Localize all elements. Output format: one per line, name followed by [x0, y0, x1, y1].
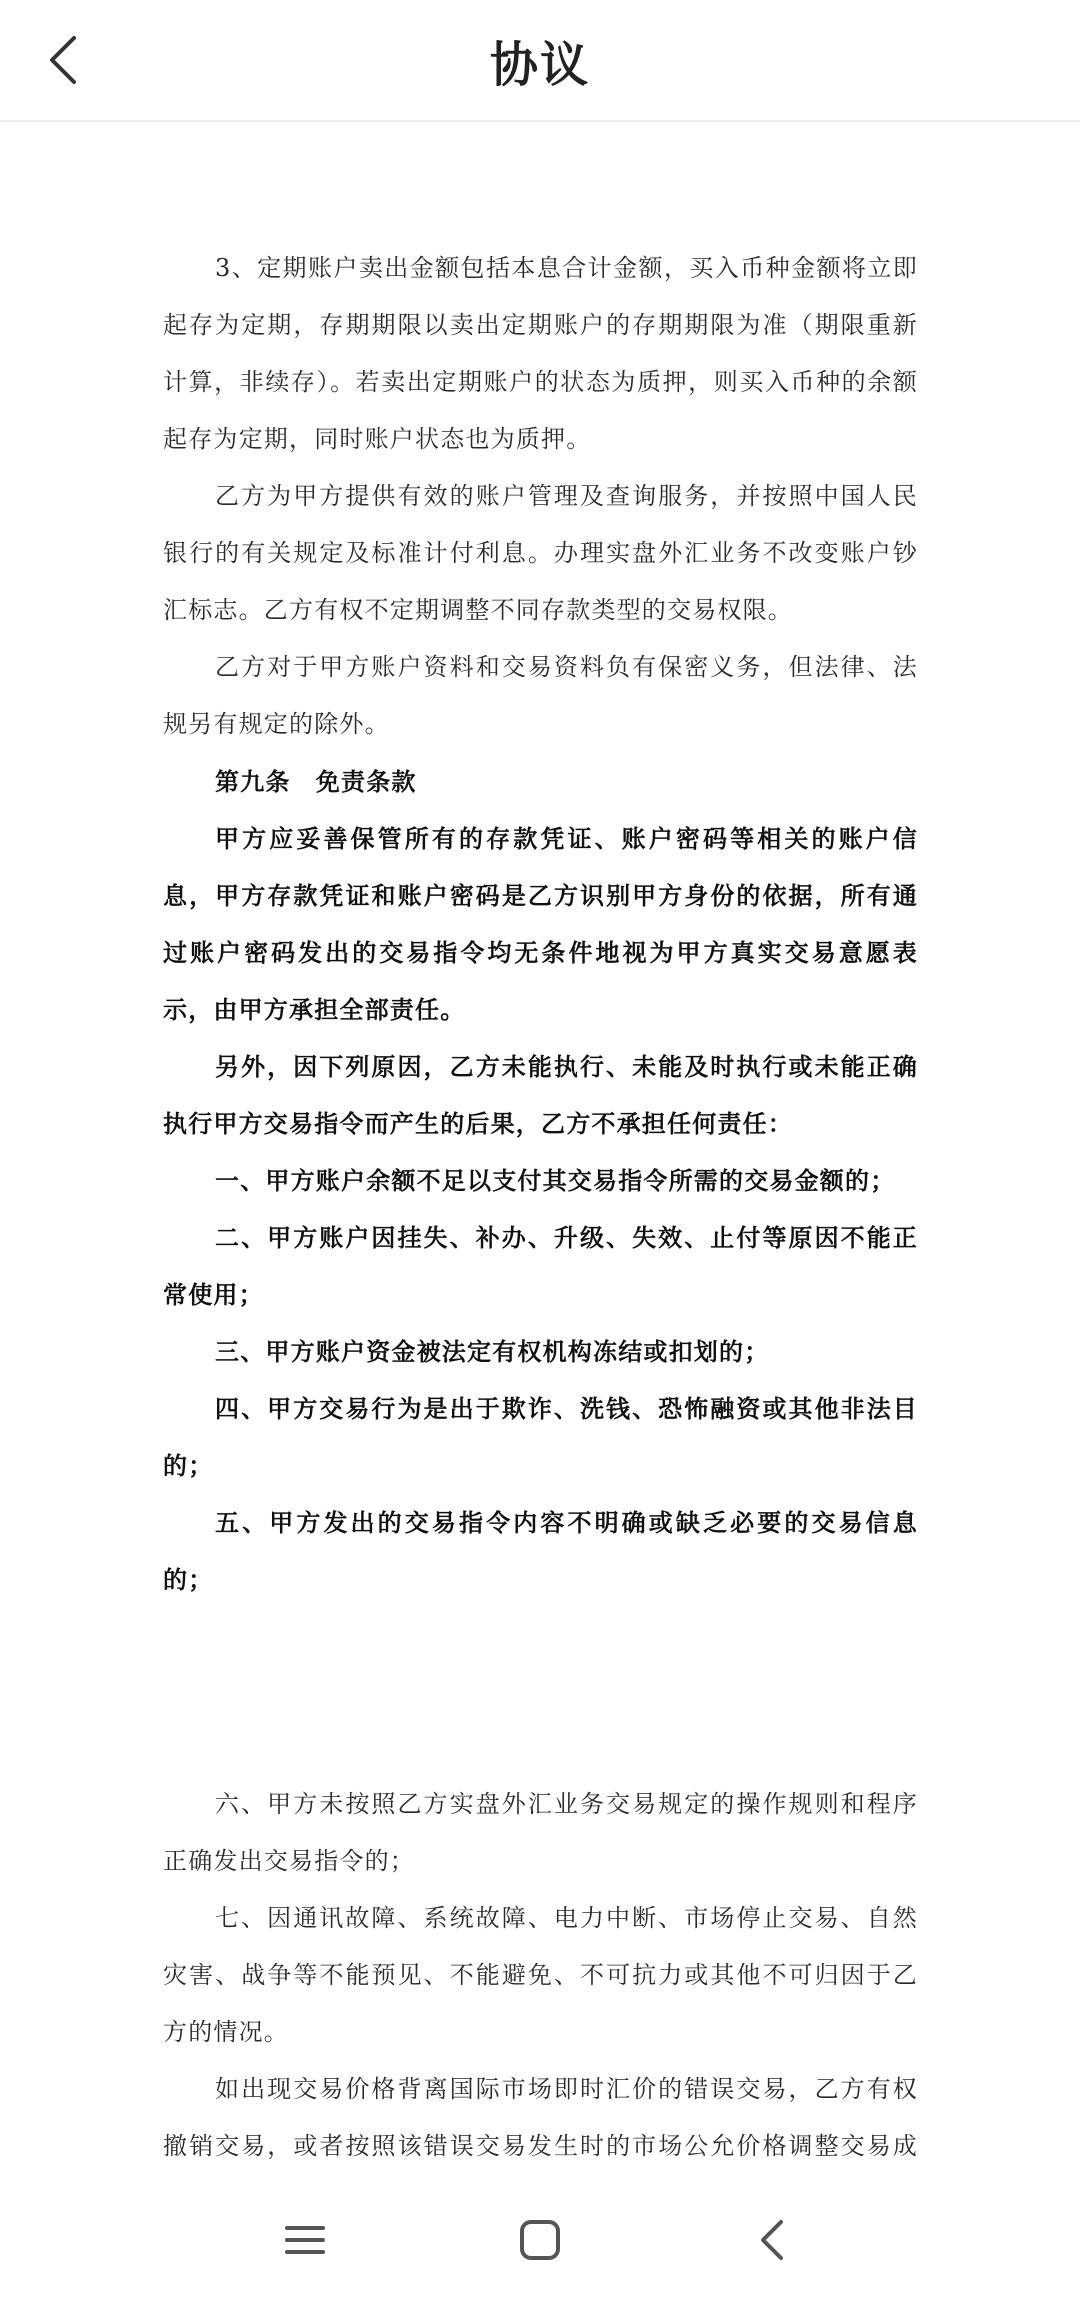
document-part-2 — [163, 1776, 918, 2232]
clause-paragraph: 乙方对于甲方账户资料和交易资料负有保密义务，但法律、法规另有规定的除外。 — [163, 653, 918, 738]
clause-paragraph-bold: 另外，因下列原因，乙方未能执行、未能及时执行或未能正确执行甲方交易指令而产生的后果，乙方不承担任何责任： — [163, 1052, 918, 1138]
home-button[interactable] — [495, 2200, 585, 2280]
menu-button[interactable] — [260, 2200, 350, 2280]
clause-paragraph: 六、甲方未按照乙方实盘外汇业务交易规定的操作规则和程序正确发出交易指令的； — [163, 1790, 918, 1875]
clause-paragraph: 七、因通讯故障、系统故障、电力中断、市场停止交易、自然灾害、战争等不能预见、不能避免、不可抗力或其他不可归因于乙方的情况。 — [163, 1904, 918, 2046]
back-chevron-icon — [753, 2216, 793, 2264]
clause-paragraph-bold: 第九条 免责条款 — [215, 767, 417, 796]
clause-paragraph-bold: 三、甲方账户资金被法定有权机构冻结或扣划的； — [215, 1337, 770, 1366]
clause-paragraph-bold: 五、甲方发出的交易指令内容不明确或缺乏必要的交易信息的； — [163, 1508, 918, 1594]
page-title: 协议 — [489, 37, 590, 93]
clause-paragraph-bold: 一、甲方账户余额不足以支付其交易指令所需的交易金额的； — [215, 1166, 896, 1195]
top-header — [0, 0, 1080, 122]
clause-paragraph-bold: 二、甲方账户因挂失、补办、升级、失效、止付等原因不能正常使用； — [163, 1223, 918, 1309]
clause-paragraph-bold: 四、甲方交易行为是出于欺诈、洗钱、恐怖融资或其他非法目的； — [163, 1394, 918, 1480]
clause-paragraph-bold: 甲方应妥善保管所有的存款凭证、账户密码等相关的账户信息，甲方存款凭证和账户密码是乙方识别甲方身份的依据，所有通过账户密码发出的交易指令均无条件地视为甲方真实交易意愿表示，由甲方承担全部责任。 — [163, 824, 918, 1024]
clause-paragraph: 乙方为甲方提供有效的账户管理及查询服务，并按照中国人民银行的有关规定及标准计付利息。办理实盘外汇业务不改变账户钞汇标志。乙方有权不定期调整不同存款类型的交易权限。 — [163, 482, 918, 624]
document-part-1 — [163, 240, 918, 1608]
clause-paragraph: 如出现交易价格背离国际市场即时汇价的错误交易，乙方有权撤销交易，或者按照该错误交易发生时的市场公允价格调整交易成 — [163, 2075, 918, 2160]
home-square-icon — [516, 2216, 564, 2264]
system-navigation-bar — [0, 2180, 1080, 2305]
clause-paragraph: 3、定期账户卖出金额包括本息合计金额，买入币种金额将立即起存为定期，存期期限以卖出定期账户的存期期限为准（期限重新计算，非续存）。若卖出定期账户的状态为质押，则买入币种的余额起存为定期，同时账户状态也为质押。 — [163, 254, 918, 453]
menu-icon — [281, 2220, 329, 2260]
nav-back-button[interactable] — [728, 2200, 818, 2280]
